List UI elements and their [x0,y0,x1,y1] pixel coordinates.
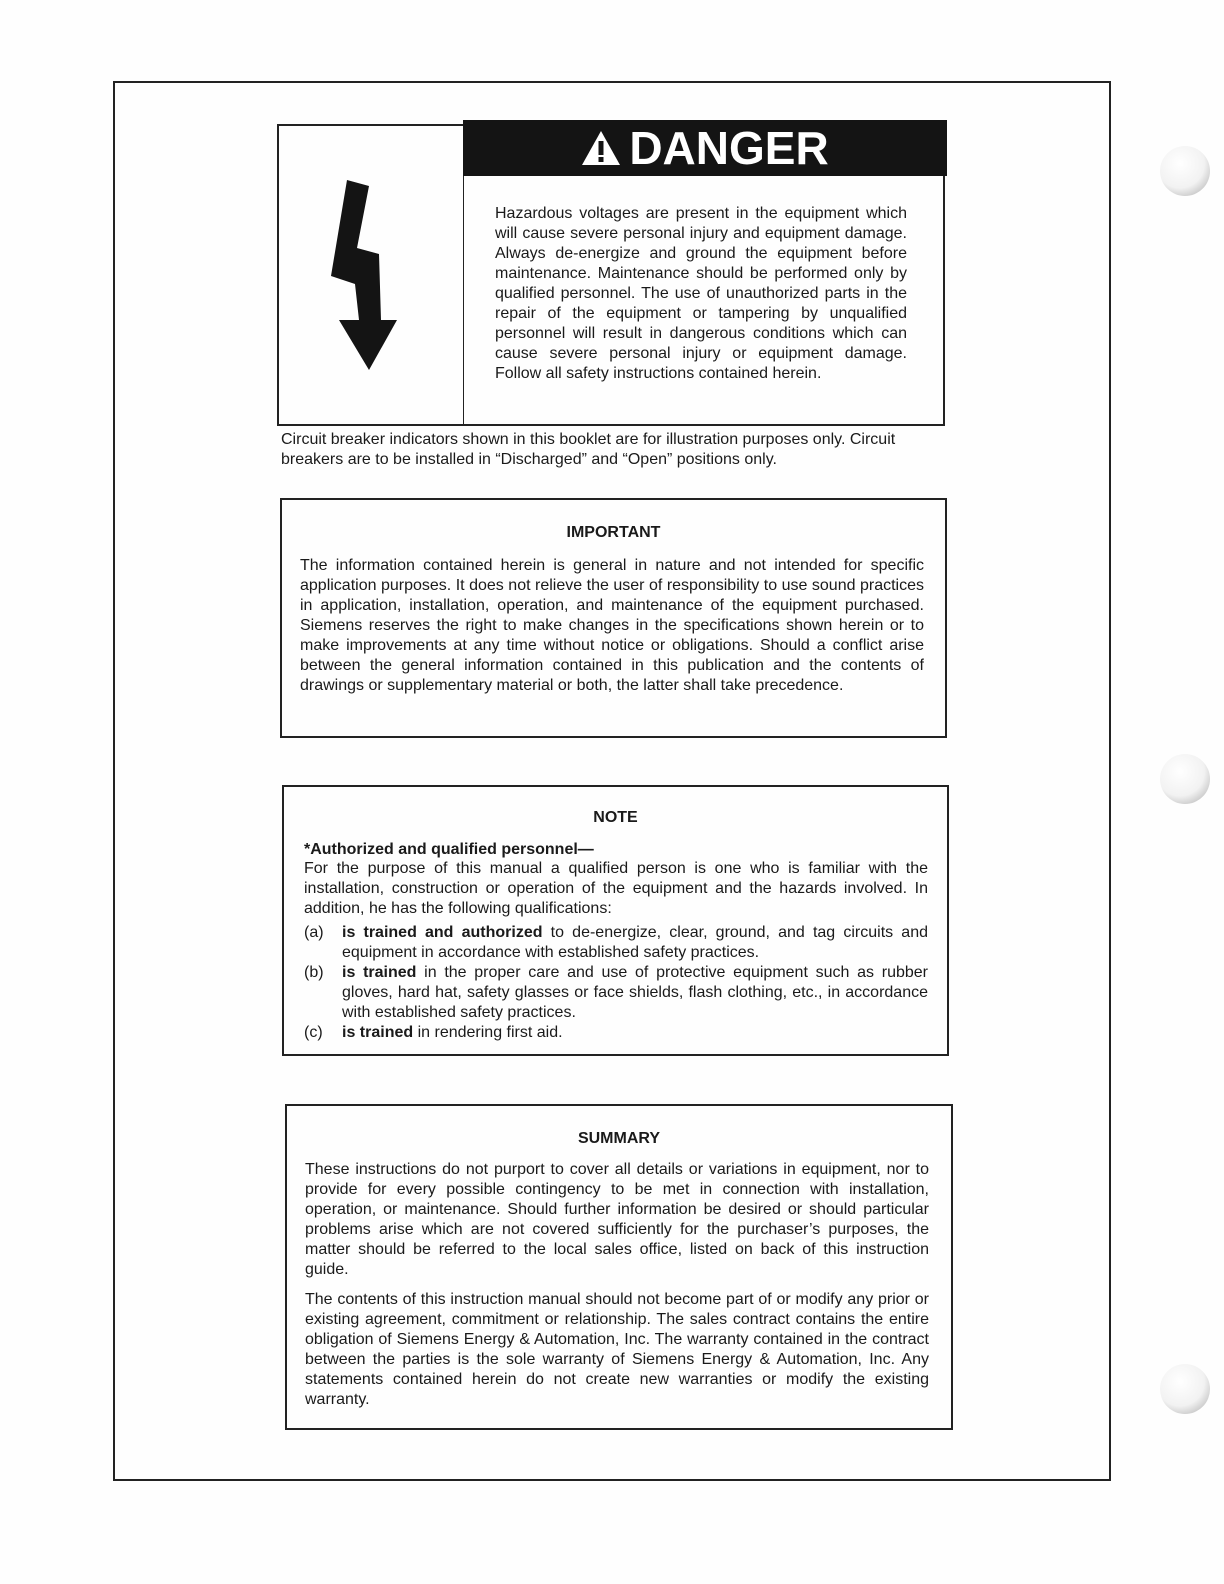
list-item: (b) is trained in the proper care and use of protective equipment such as rubber gloves, hard hat, safety glasses or face shields, flash clothing, etc., in accordance with established safety practices. [304,964,929,1021]
illustration-caption: Circuit breaker indicators shown in this booklet are for illustration purposes only. Circuit breakers are to be installed in “Discharged” and “Open” positions only. [281,431,896,468]
danger-header [463,120,947,176]
lightning-bolt-icon [327,180,413,370]
danger-text: Hazardous voltages are present in the equipment which will cause severe personal injury and equipment damage. Always de-energize and ground the equipment before maintenance. Maintenance should be performed only by qualified personnel. The use of unauthorized parts in the repair of the equipment or tampering by unqualified personnel will result in dangerous conditions which can cause severe personal injury or equipment damage. Follow all safety instructions contained herein. [495,205,907,382]
summary-paragraph-1: These instructions do not purport to cover all details or variations in equipment, nor to provide for every possible contingency to be met in connection with installation, operation, or maintenance. Should further information be desired or should particular problems arise which are not covered sufficiently for the purchaser’s purposes, the matter should be referred to the local sales office, listed on back of this instruction guide. [305,1161,929,1278]
danger-heading: DANGER [629,122,829,174]
hole-punch-top [1160,146,1210,196]
summary-box [285,1104,953,1430]
list-item: (c) is trained in rendering first aid. [304,1024,563,1041]
note-subtitle: *Authorized and qualified personnel— [304,841,594,858]
important-box [280,498,947,738]
summary-paragraph-2: The contents of this instruction manual should not become part of or modify any prior or existing agreement, commitment or relationship. The sales contract contains the entire obligation of Siemens Energy & Automation, Inc. The warranty contained in the contract between the parties is the sole warranty of Siemens Energy & Automation, Inc. Any statements contained herein do not create new warranties or modify the existing warranty. [305,1291,929,1408]
qualifications-list [304,923,928,1043]
important-title: IMPORTANT [566,524,661,541]
hole-punch-middle [1160,754,1210,804]
warning-triangle-icon [581,130,621,166]
summary-text [305,1160,929,1420]
danger-box [277,124,945,426]
hole-punch-bottom [1160,1364,1210,1414]
list-item: (a) is trained and authorized to de-energize, clear, ground, and tag circuits and equipment in accordance with established safety practices. [304,924,929,961]
note-box [282,785,949,1056]
summary-title: SUMMARY [577,1130,661,1147]
lightning-bolt-cell [279,126,464,424]
note-title: NOTE [593,809,638,826]
important-text: The information contained herein is general in nature and not intended for specific application purposes. It does not relieve the user of responsibility to use sound practices in application, installation, operation, and maintenance of the equipment purchased. Siemens reserves the right to make changes in the specifications shown herein or to make improvements at any time without notice or obligations. Should a conflict arise between the general information contained in this publication and the contents of drawings or supplementary material or both, the latter shall take precedence. [300,557,924,694]
note-intro: For the purpose of this manual a qualified person is one who is familiar with the installation, construction or operation of the equipment and the hazards involved. In addition, he has the following qualifications: [304,860,928,917]
